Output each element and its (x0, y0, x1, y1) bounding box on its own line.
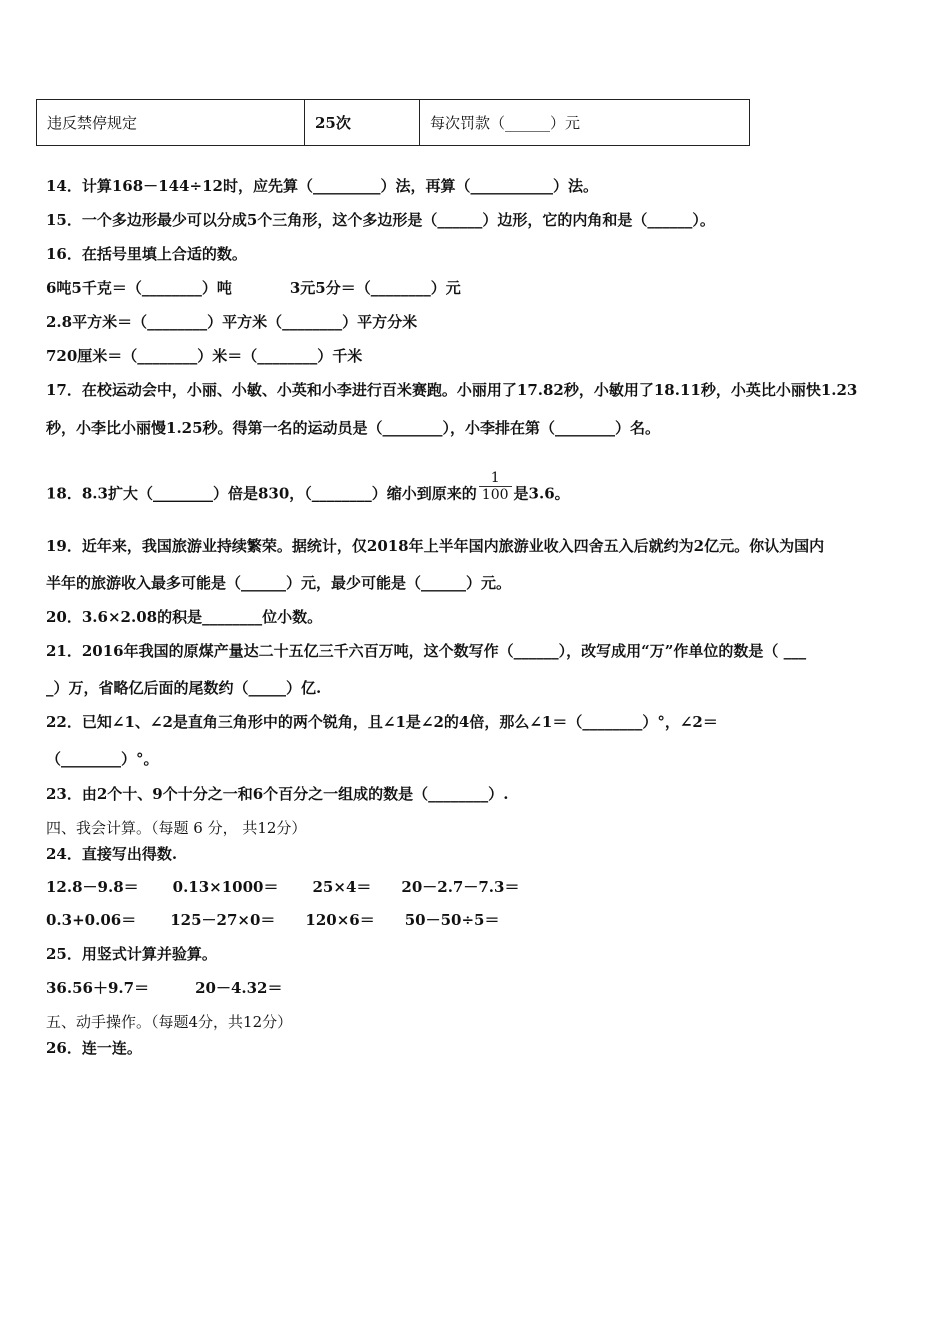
question-18-after: 是3.6。 (513, 484, 570, 503)
section-5-heading: 五、动手操作。（每题4分，共12分） (46, 1013, 293, 1031)
calc-item: 20－2.7－7.3＝ (401, 878, 520, 896)
question-25-title: 25．用竖式计算并验算。 (46, 945, 217, 963)
question-17-line-2: 秒，小李比小丽慢1.25秒。得第一名的运动员是（________），小李排在第（________）名。 (46, 419, 661, 437)
question-19-line-1: 19．近年来，我国旅游业持续繁荣。据统计，仅2018年上半年国内旅游业收入四舍五入后就约为2亿元。你认为国内 (46, 537, 825, 555)
question-20: 20．3.6×2.08的积是________位小数。 (46, 608, 323, 626)
fraction-denominator: 100 (479, 486, 512, 503)
question-24-title: 24．直接写出得数. (46, 845, 178, 863)
question-24-row-2 (46, 910, 500, 930)
table-cell-rule: 违反禁停规定 (37, 100, 305, 146)
calc-item: 36.56＋9.7＝ (46, 979, 150, 997)
question-18 (46, 470, 570, 511)
table-row (37, 100, 750, 146)
question-17-line-1: 17．在校运动会中，小丽、小敏、小英和小李进行百米赛跑。小丽用了17.82秒，小敏用了18.11秒，小英比小丽快1.23 (46, 381, 858, 399)
table-cell-fine: 每次罚款（______）元 (420, 100, 750, 146)
fraction-one-hundredth (479, 470, 512, 503)
question-22-line-2: （________）°。 (46, 750, 159, 768)
question-19-line-2: 半年的旅游收入最多可能是（______）元，最少可能是（______）元。 (46, 574, 512, 592)
calc-item: 120×6＝ (305, 911, 375, 929)
question-16-a: 6吨5千克＝（________）吨 (46, 279, 232, 297)
section-4-heading: 四、我会计算。（每题 6 分， 共12分） (46, 819, 307, 837)
calc-item: 20－4.32＝ (195, 979, 283, 997)
question-16-row-1 (46, 278, 461, 298)
question-16-title: 16．在括号里填上合适的数。 (46, 245, 247, 263)
question-21-line-1: 21．2016年我国的原煤产量达二十五亿三千六百万吨，这个数写作（______），改写成用“万”作单位的数是（ ___ (46, 642, 807, 660)
penalty-table (36, 99, 750, 146)
question-16-b: 3元5分＝（________）元 (289, 279, 461, 297)
question-16-c: 2.8平方米＝（________）平方米（________）平方分米 (46, 313, 418, 331)
calc-item: 50－50÷5＝ (404, 911, 500, 929)
question-23: 23．由2个十、9个十分之一和6个百分之一组成的数是（________）. (46, 785, 509, 803)
calc-item: 125－27×0＝ (170, 911, 276, 929)
question-22-line-1: 22．已知∠1、∠2是直角三角形中的两个锐角，且∠1是∠2的4倍，那么∠1＝（________）°，∠2＝ (46, 713, 718, 731)
question-21-line-2: _）万，省略亿后面的尾数约（_____）亿. (46, 679, 322, 697)
fraction-numerator: 1 (490, 470, 500, 486)
question-25-row-1 (46, 978, 283, 998)
table-cell-count: 25次 (305, 100, 420, 146)
calc-item: 25×4＝ (312, 878, 372, 896)
question-26: 26．连一连。 (46, 1039, 142, 1057)
question-18-before: 18．8.3扩大（________）倍是830，（________）缩小到原来的 (46, 484, 477, 503)
calc-item: 12.8－9.8＝ (46, 878, 139, 896)
question-14: 14．计算168－144÷12时，应先算（_________）法，再算（___________）法。 (46, 177, 598, 195)
calc-item: 0.3+0.06＝ (46, 911, 137, 929)
question-16-d: 720厘米＝（________）米＝（________）千米 (46, 347, 363, 365)
question-15: 15．一个多边形最少可以分成5个三角形，这个多边形是（______）边形，它的内角和是（______）。 (46, 211, 715, 229)
question-24-row-1 (46, 877, 519, 897)
calc-item: 0.13×1000＝ (172, 878, 279, 896)
